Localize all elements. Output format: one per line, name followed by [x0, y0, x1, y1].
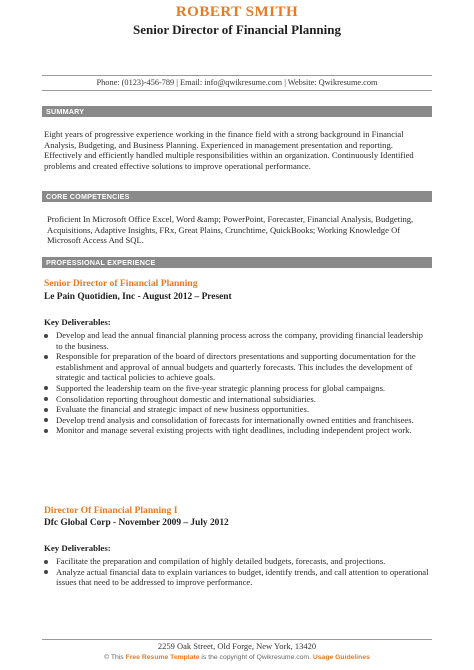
bullet-icon	[44, 355, 48, 359]
contact-line: Phone: (0123)-456-789 | Email: info@qwikresume.com | Website: Qwikresume.com	[42, 75, 432, 91]
competencies-text: Proficient In Microsoft Office Excel, Word &amp; PowerPoint, Forecaster, Financial Analysis, Budgeting, Acquisitions, Adaptive Insights, FRx, Great Plains, Crunchtime, QuickBooks; Working Knowledge Of Microsoft Access And SQL.	[47, 214, 414, 246]
deliverables-list	[44, 556, 430, 588]
summary-heading: SUMMARY	[42, 106, 432, 117]
footer-address: 2259 Oak Street, Old Forge, New York, 13420	[157, 641, 317, 651]
job-company: Le Pain Quotidien, Inc - August 2012 – Present	[44, 292, 232, 302]
credit-prefix: © This	[104, 654, 124, 661]
list-item: Evaluate the financial and strategic impact of new business opportunities.	[56, 404, 430, 415]
list-item: Analyze actual financial data to explain variances to budget, identify trends, and call attention to operational issues that need to be addressed to improve performance.	[56, 567, 430, 588]
list-item: Responsible for preparation of the board of directors presentations and supporting documentation for the establishment and approval of annual budgets and quarterly forecasts. This includes the development of strategic and tactical policies to achieve goals.	[56, 351, 430, 383]
job-company: Dfc Global Corp - November 2009 – July 2012	[44, 518, 229, 528]
key-deliverables-label: Key Deliverables:	[44, 543, 111, 553]
list-item: Facilitate the preparation and compilation of highly detailed budgets, forecasts, and projections.	[56, 556, 430, 567]
summary-text: Eight years of progressive experience working in the finance field with a strong background in Financial Analysis, Budgeting, and Business Planning. Experienced in management presentation and reporting. Effectively and efficiently handled multiple responsibilities within an organization. Continuously Identified problems and created effective solutions to improve operational performance.	[44, 129, 414, 171]
list-item: Supported the leadership team on the five-year strategic planning process for global campaigns.	[56, 383, 430, 394]
list-item: Develop trend analysis and consolidation of forecasts for internationally owned entities and franchisees.	[56, 415, 430, 426]
free-resume-template-link[interactable]: Free Resume Template	[125, 654, 200, 661]
bullet-icon	[44, 429, 48, 433]
footer-credit	[0, 654, 474, 661]
job-title: Director Of Financial Planning I	[44, 505, 178, 516]
job-title: Senior Director of Financial Planning	[44, 278, 198, 289]
list-item: Develop and lead the annual financial planning process across the company, providing financial leadership to the business.	[56, 330, 430, 351]
key-deliverables-label: Key Deliverables:	[44, 317, 111, 327]
candidate-name: ROBERT SMITH	[175, 4, 299, 20]
deliverables-list	[44, 330, 430, 436]
bullet-icon	[44, 570, 48, 574]
competencies-heading: CORE COMPETENCIES	[42, 191, 432, 202]
candidate-headline: Senior Director of Financial Planning	[132, 22, 341, 37]
bullet-icon	[44, 386, 48, 390]
credit-text: is the copyright of Qwikresume.com.	[201, 654, 311, 661]
list-item: Monitor and manage several existing projects with tight deadlines, including independent project work.	[56, 425, 430, 436]
usage-guidelines-link[interactable]: Usage Guidelines	[312, 654, 370, 661]
footer-divider	[42, 639, 432, 640]
bullet-icon	[44, 397, 48, 401]
bullet-icon	[44, 408, 48, 412]
list-item: Consolidation reporting throughout domestic and international subsidiaries.	[56, 394, 430, 405]
bullet-icon	[44, 418, 48, 422]
experience-heading: PROFESSIONAL EXPERIENCE	[42, 257, 432, 268]
bullet-icon	[44, 334, 48, 338]
bullet-icon	[44, 560, 48, 564]
